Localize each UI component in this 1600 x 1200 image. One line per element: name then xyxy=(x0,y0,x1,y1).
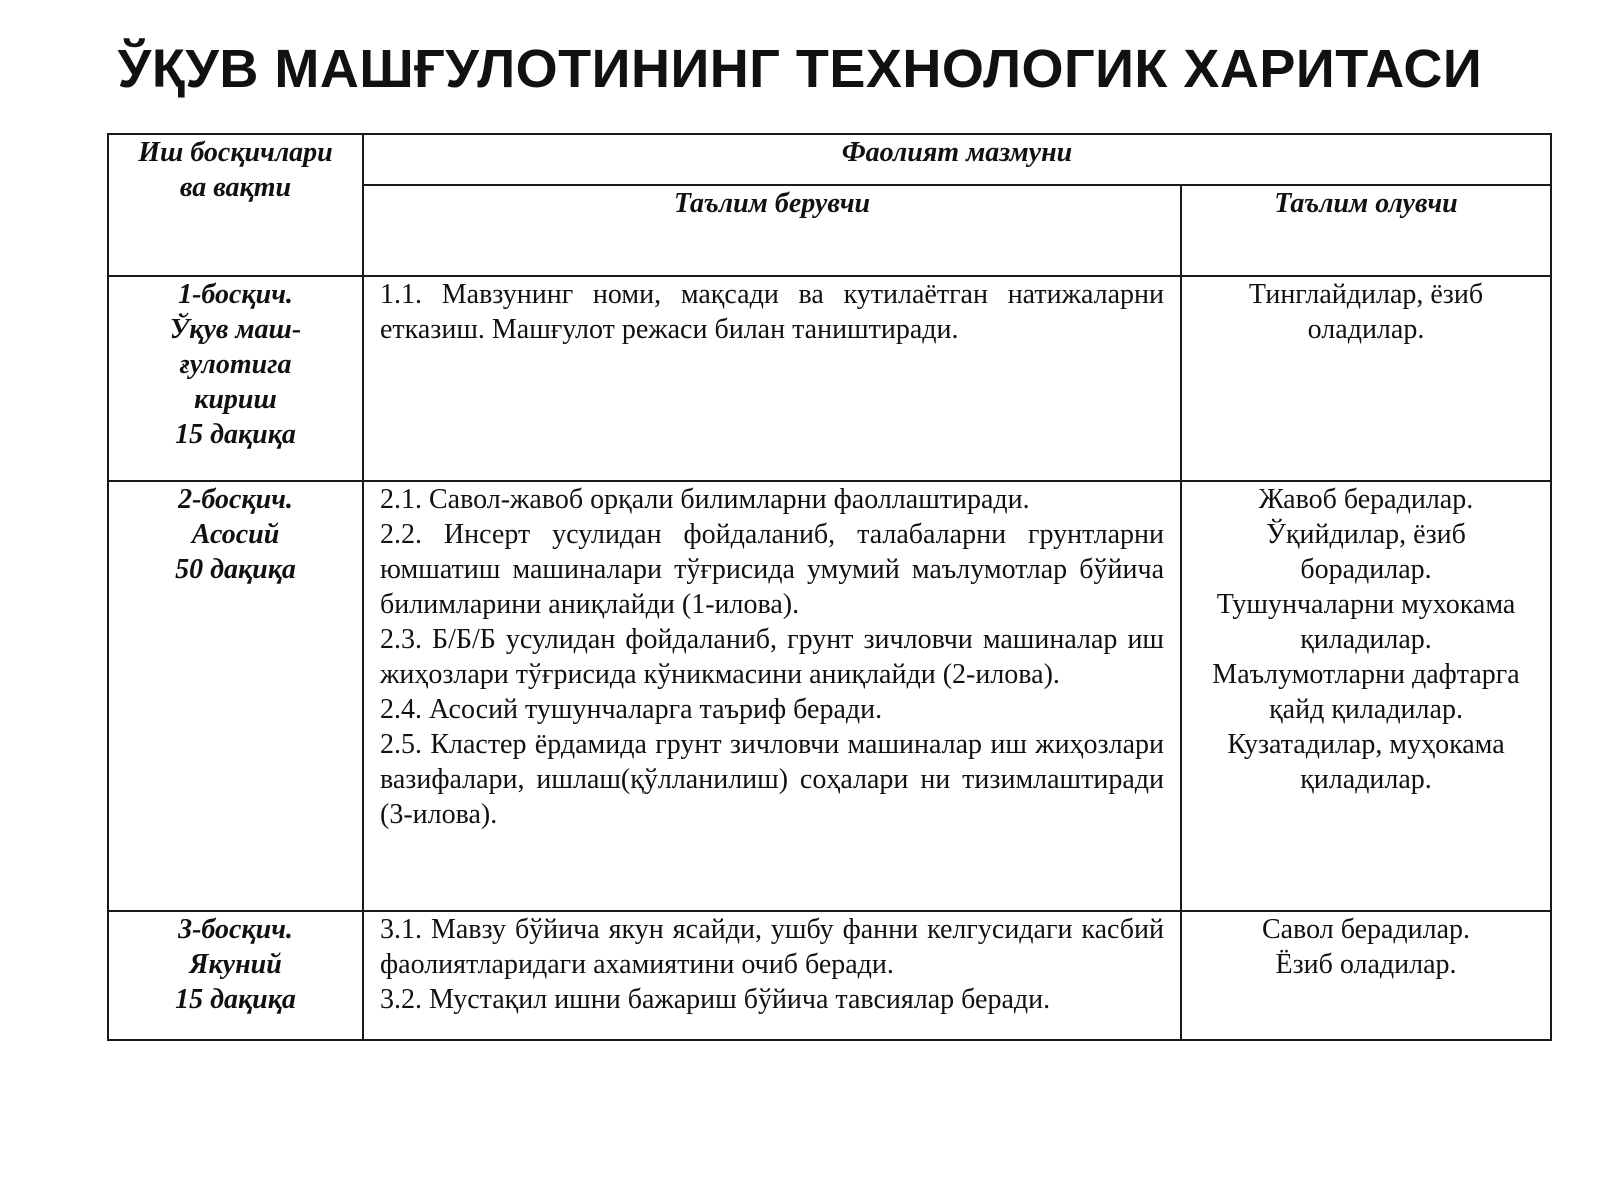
stage-text: 50 дақиқа xyxy=(175,554,296,585)
stage-cell xyxy=(108,276,363,481)
student-activity-cell xyxy=(1181,481,1551,911)
header-teacher: Таълим берувчи xyxy=(363,185,1181,276)
teacher-activity-item: 2.3. Б/Б/Б усулидан фойдаланиб, грунт зичловчи машиналар иш жиҳозлари тўғрисида кўникмасини аниқлайди (2-илова). xyxy=(380,624,1164,690)
table-row xyxy=(108,276,1551,481)
teacher-activity-item: 3.1. Мавзу бўйича якун ясайди, ушбу фанни келгусидаги касбий фаолиятларидаги ахамиятини очиб беради. xyxy=(380,914,1164,980)
student-activity-item: Маълумотларни дафтарга қайд қиладилар. xyxy=(1212,659,1520,725)
stage-text: Ўқув маш- xyxy=(169,314,302,345)
stage-cell xyxy=(108,911,363,1040)
stage-text: 15 дақиқа xyxy=(175,984,296,1015)
teacher-activity-cell xyxy=(363,481,1181,911)
header-row xyxy=(108,134,1551,185)
teacher-activity-cell xyxy=(363,911,1181,1040)
teacher-activity-item: 2.4. Асосий тушунчаларга таъриф беради. xyxy=(380,694,883,725)
table-row xyxy=(108,481,1551,911)
stage-text: ғулотига xyxy=(179,349,292,380)
teacher-activity-item: 1.1. Мавзунинг номи, мақсади ва кутилаётган натижаларни етказиш. Машғулот режаси билан таништиради. xyxy=(380,279,1164,345)
student-activity-cell xyxy=(1181,276,1551,481)
stage-text: 1-босқич. xyxy=(178,279,293,310)
student-activity-item: Ёзиб оладилар. xyxy=(1275,949,1457,980)
header-activity: Фаолият мазмуни xyxy=(363,134,1551,185)
student-activity-item: Тинглайдилар, ёзиб оладилар. xyxy=(1248,279,1484,345)
student-activity-cell xyxy=(1181,911,1551,1040)
teacher-activity-item: 2.1. Савол-жавоб орқали билимларни фаоллаштиради. xyxy=(380,484,1030,515)
technology-map-table xyxy=(107,133,1552,1041)
stage-text: 3-босқич. xyxy=(178,914,293,945)
student-activity-item: Кузатадилар, муҳокама қиладилар. xyxy=(1227,729,1505,795)
header-stage: Иш босқичлари ва вақти xyxy=(108,134,363,276)
student-activity-item: Ўқийдилар, ёзиб борадилар. xyxy=(1266,519,1466,585)
teacher-activity-item: 2.5. Кластер ёрдамида грунт зичловчи машиналар иш жиҳозлари вазифалари, ишлаш(қўлланилиш) соҳалари ни тизимлаштиради (3-илова). xyxy=(380,729,1164,830)
header-student: Таълим олувчи xyxy=(1181,185,1551,276)
table-row xyxy=(108,911,1551,1040)
teacher-activity-item: 3.2. Мустақил ишни бажариш бўйича тавсиялар беради. xyxy=(380,984,1051,1015)
teacher-activity-item: 2.2. Инсерт усулидан фойдаланиб, талабаларни грунтларни юмшатиш машиналари тўғрисида умумий маълумотлар бўйича билимларини аниқлайди (1-илова). xyxy=(380,519,1164,620)
stage-text: Якуний xyxy=(189,949,282,980)
stage-text: 15 дақиқа xyxy=(175,419,296,450)
student-activity-item: Жавоб берадилар. xyxy=(1258,484,1474,515)
student-activity-item: Тушунчаларни мухокама қиладилар. xyxy=(1216,589,1516,655)
page-title: ЎҚУВ МАШҒУЛОТИНИНГ ТЕХНОЛОГИК ХАРИТАСИ xyxy=(117,39,1483,99)
teacher-activity-cell xyxy=(363,276,1181,481)
stage-cell xyxy=(108,481,363,911)
student-activity-item: Савол берадилар. xyxy=(1261,914,1471,945)
stage-text: кириш xyxy=(194,384,277,415)
stage-text: 2-босқич. xyxy=(178,484,293,515)
stage-text: Асосий xyxy=(191,519,280,550)
